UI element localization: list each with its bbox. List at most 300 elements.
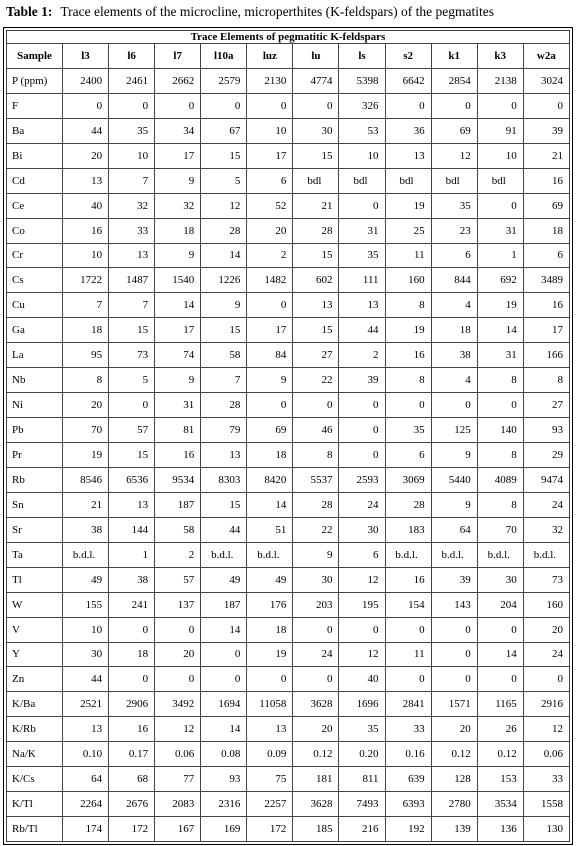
column-header: l10a <box>201 44 247 69</box>
table-row <box>7 542 570 567</box>
table-cell: 24 <box>523 492 569 517</box>
table-cell: 93 <box>523 418 569 443</box>
table-cell: b.d.l. <box>523 542 569 567</box>
table-cell: 31 <box>477 343 523 368</box>
table-cell: 73 <box>523 567 569 592</box>
table-cell: 16 <box>385 567 431 592</box>
table-cell: 13 <box>247 717 293 742</box>
table-cell: 2854 <box>431 68 477 93</box>
table-cell: 13 <box>339 293 385 318</box>
table-caption <box>6 2 576 24</box>
table-cell: 7 <box>109 293 155 318</box>
row-label: Cu <box>7 293 63 318</box>
table-row <box>7 318 570 343</box>
table-cell: 0 <box>293 667 339 692</box>
table-cell: 167 <box>155 817 201 842</box>
table-cell: 0 <box>109 393 155 418</box>
table-cell: 49 <box>247 567 293 592</box>
table-cell: 1165 <box>477 692 523 717</box>
table-cell: 844 <box>431 268 477 293</box>
column-header: ls <box>339 44 385 69</box>
table-cell: 21 <box>293 193 339 218</box>
table-cell: 4 <box>431 293 477 318</box>
table-cell: 70 <box>63 418 109 443</box>
table-cell: 0.08 <box>201 742 247 767</box>
table-cell: 0 <box>155 667 201 692</box>
table-cell: 32 <box>523 517 569 542</box>
table-cell: 30 <box>477 567 523 592</box>
row-label: K/Tl <box>7 792 63 817</box>
table-cell: 20 <box>431 717 477 742</box>
table-cell: 1722 <box>63 268 109 293</box>
table-cell: 30 <box>293 118 339 143</box>
table-cell: 1487 <box>109 268 155 293</box>
table-cell: 68 <box>109 767 155 792</box>
table-cell: 12 <box>155 717 201 742</box>
row-label: Bi <box>7 143 63 168</box>
table-cell: 5440 <box>431 467 477 492</box>
table-cell: 5398 <box>339 68 385 93</box>
table-cell: 79 <box>201 418 247 443</box>
table-cell: 169 <box>201 817 247 842</box>
table-cell: 18 <box>431 318 477 343</box>
row-label: V <box>7 617 63 642</box>
table-cell: 84 <box>247 343 293 368</box>
row-label: Ba <box>7 118 63 143</box>
table-cell: 0 <box>431 393 477 418</box>
table-row <box>7 717 570 742</box>
table-cell: 10 <box>247 118 293 143</box>
column-header: luz <box>247 44 293 69</box>
table-row <box>7 368 570 393</box>
table-cell: 73 <box>109 343 155 368</box>
table-cell: 18 <box>109 642 155 667</box>
table-cell: 811 <box>339 767 385 792</box>
table-cell: 13 <box>109 243 155 268</box>
table-cell: 20 <box>247 218 293 243</box>
table-cell: 31 <box>155 393 201 418</box>
table-cell: 0 <box>339 193 385 218</box>
table-cell: 14 <box>155 293 201 318</box>
table-cell: 9474 <box>523 467 569 492</box>
table-cell: 21 <box>523 143 569 168</box>
caption-text: Trace elements of the microcline, microperthites (K-feldspars) of the pegmatites <box>60 4 494 19</box>
table-cell: 0 <box>109 93 155 118</box>
table-cell: 13 <box>293 293 339 318</box>
table-cell: 3024 <box>523 68 569 93</box>
table-cell: 35 <box>385 418 431 443</box>
table-row <box>7 517 570 542</box>
table-cell: 2593 <box>339 467 385 492</box>
table-row <box>7 467 570 492</box>
row-label: Ni <box>7 393 63 418</box>
table-cell: 0 <box>477 393 523 418</box>
table-cell: 19 <box>63 443 109 468</box>
table-cell: 20 <box>155 642 201 667</box>
table-cell: 192 <box>385 817 431 842</box>
table-cell: 0.09 <box>247 742 293 767</box>
table-cell: 15 <box>293 143 339 168</box>
table-cell: 0 <box>431 642 477 667</box>
table-cell: 38 <box>431 343 477 368</box>
table-cell: 19 <box>385 318 431 343</box>
row-label: Cd <box>7 168 63 193</box>
table-cell: 51 <box>247 517 293 542</box>
table-cell: 0 <box>385 93 431 118</box>
table-cell: 14 <box>477 642 523 667</box>
row-label: Y <box>7 642 63 667</box>
table-cell: 9 <box>155 168 201 193</box>
table-cell: 2916 <box>523 692 569 717</box>
table-cell: 2 <box>247 243 293 268</box>
table-row <box>7 767 570 792</box>
table-cell: 15 <box>293 243 339 268</box>
table-cell: 8 <box>477 368 523 393</box>
table-cell: 44 <box>63 667 109 692</box>
table-row <box>7 492 570 517</box>
table-cell: 30 <box>339 517 385 542</box>
table-cell: 7493 <box>339 792 385 817</box>
column-header: k1 <box>431 44 477 69</box>
row-label: K/Cs <box>7 767 63 792</box>
table-cell: 3489 <box>523 268 569 293</box>
column-header: s2 <box>385 44 431 69</box>
table-cell: 143 <box>431 592 477 617</box>
table-cell: 0 <box>63 93 109 118</box>
table-cell: 22 <box>293 517 339 542</box>
table-cell: 2662 <box>155 68 201 93</box>
table-cell: 0 <box>339 418 385 443</box>
table-cell: 0 <box>247 293 293 318</box>
table-cell: 1571 <box>431 692 477 717</box>
table-cell: bdl <box>431 168 477 193</box>
table-cell: 44 <box>339 318 385 343</box>
caption-label: Table 1: <box>6 4 53 19</box>
table-cell: 38 <box>109 567 155 592</box>
table-cell: 6 <box>523 243 569 268</box>
column-header: w2a <box>523 44 569 69</box>
table-cell: 33 <box>523 767 569 792</box>
table-cell: 3628 <box>293 792 339 817</box>
table-cell: 172 <box>247 817 293 842</box>
table-cell: 0 <box>477 667 523 692</box>
table-cell: 692 <box>477 268 523 293</box>
table-cell: 2676 <box>109 792 155 817</box>
table-cell: 14 <box>201 243 247 268</box>
table-cell: 32 <box>155 193 201 218</box>
table-cell: 174 <box>63 817 109 842</box>
table-cell: 70 <box>477 517 523 542</box>
row-label: Cr <box>7 243 63 268</box>
table-cell: 57 <box>155 567 201 592</box>
table-cell: 0 <box>109 617 155 642</box>
table-cell: bdl <box>385 168 431 193</box>
table-cell: 52 <box>247 193 293 218</box>
table-cell: 1226 <box>201 268 247 293</box>
table-cell: 75 <box>247 767 293 792</box>
table-cell: 2780 <box>431 792 477 817</box>
table-cell: 13 <box>63 717 109 742</box>
table-cell: bdl <box>477 168 523 193</box>
table-cell: 28 <box>293 492 339 517</box>
table-row <box>7 293 570 318</box>
table-cell: 0.17 <box>109 742 155 767</box>
table-cell: 0 <box>201 667 247 692</box>
table-cell: 39 <box>523 118 569 143</box>
table-cell: 24 <box>293 642 339 667</box>
table-row <box>7 617 570 642</box>
table-cell: 10 <box>477 143 523 168</box>
table-cell: 20 <box>63 393 109 418</box>
table-cell: 16 <box>155 443 201 468</box>
table-cell: 27 <box>293 343 339 368</box>
table-cell: 28 <box>201 393 247 418</box>
table-cell: 6642 <box>385 68 431 93</box>
table-cell: 203 <box>293 592 339 617</box>
table-cell: 8303 <box>201 467 247 492</box>
table-row <box>7 218 570 243</box>
table-cell: b.d.l. <box>385 542 431 567</box>
table-cell: 1558 <box>523 792 569 817</box>
table-row <box>7 143 570 168</box>
table-cell: 160 <box>385 268 431 293</box>
table-cell: 13 <box>109 492 155 517</box>
table-cell: 17 <box>523 318 569 343</box>
table-cell: 216 <box>339 817 385 842</box>
column-header: l7 <box>155 44 201 69</box>
table-cell: 15 <box>201 492 247 517</box>
row-label: K/Rb <box>7 717 63 742</box>
table-cell: 241 <box>109 592 155 617</box>
table-cell: 35 <box>109 118 155 143</box>
table-cell: 6 <box>247 168 293 193</box>
table-row <box>7 667 570 692</box>
column-header: Sample <box>7 44 63 69</box>
table-cell: 32 <box>109 193 155 218</box>
table-cell: 144 <box>109 517 155 542</box>
table-cell: 15 <box>109 443 155 468</box>
table-cell: 0.12 <box>477 742 523 767</box>
table-cell: 0 <box>201 642 247 667</box>
trace-elements-table <box>6 30 570 842</box>
table-cell: 0 <box>431 93 477 118</box>
table-cell: 16 <box>523 293 569 318</box>
table-cell: 20 <box>63 143 109 168</box>
table-row <box>7 817 570 842</box>
table-row <box>7 418 570 443</box>
table-cell: 0 <box>247 93 293 118</box>
table-row <box>7 93 570 118</box>
row-label: Co <box>7 218 63 243</box>
table-cell: 8 <box>385 368 431 393</box>
table-cell: 30 <box>293 567 339 592</box>
table-cell: 46 <box>293 418 339 443</box>
table-cell: 4 <box>431 368 477 393</box>
table-row <box>7 692 570 717</box>
table-cell: 0 <box>293 393 339 418</box>
table-cell: 14 <box>247 492 293 517</box>
row-label: Nb <box>7 368 63 393</box>
table-cell: 15 <box>109 318 155 343</box>
row-label: Na/K <box>7 742 63 767</box>
table-cell: 39 <box>431 567 477 592</box>
table-cell: 2130 <box>247 68 293 93</box>
table-cell: 3492 <box>155 692 201 717</box>
table-body <box>7 44 570 842</box>
table-cell: 11 <box>385 243 431 268</box>
table-cell: 35 <box>339 717 385 742</box>
table-cell: 9 <box>293 542 339 567</box>
table-cell: 7 <box>63 293 109 318</box>
table-cell: bdl <box>339 168 385 193</box>
table-cell: 8 <box>477 443 523 468</box>
table-cell: 9 <box>155 368 201 393</box>
table-cell: 58 <box>155 517 201 542</box>
table-cell: 128 <box>431 767 477 792</box>
table-cell: 1 <box>477 243 523 268</box>
table-row <box>7 592 570 617</box>
table-cell: 26 <box>477 717 523 742</box>
table-cell: 12 <box>339 642 385 667</box>
row-label: Pr <box>7 443 63 468</box>
table-cell: 18 <box>247 443 293 468</box>
table-cell: 8 <box>523 368 569 393</box>
row-label: La <box>7 343 63 368</box>
table-cell: 14 <box>201 617 247 642</box>
table-cell: 44 <box>201 517 247 542</box>
table-cell: 16 <box>63 218 109 243</box>
table-cell: 136 <box>477 817 523 842</box>
table-cell: 0.10 <box>63 742 109 767</box>
table-cell: 8 <box>63 368 109 393</box>
table-cell: 7 <box>109 168 155 193</box>
table-cell: 3534 <box>477 792 523 817</box>
table-cell: 19 <box>385 193 431 218</box>
table-cell: 8 <box>385 293 431 318</box>
table-cell: 0 <box>385 667 431 692</box>
table-cell: 639 <box>385 767 431 792</box>
table-cell: 13 <box>385 143 431 168</box>
table-row <box>7 193 570 218</box>
table-cell: 36 <box>385 118 431 143</box>
table-cell: 0 <box>431 667 477 692</box>
table-cell: 204 <box>477 592 523 617</box>
table-cell: 20 <box>523 617 569 642</box>
row-label: Pb <box>7 418 63 443</box>
table-cell: 24 <box>523 642 569 667</box>
table-cell: 49 <box>63 567 109 592</box>
table-cell: 64 <box>431 517 477 542</box>
table-cell: 187 <box>201 592 247 617</box>
table-cell: 17 <box>247 318 293 343</box>
table-cell: 2521 <box>63 692 109 717</box>
table-cell: 181 <box>293 767 339 792</box>
table-row <box>7 68 570 93</box>
table-cell: 140 <box>477 418 523 443</box>
table-cell: 69 <box>523 193 569 218</box>
table-cell: 3628 <box>293 692 339 717</box>
table-cell: 29 <box>523 443 569 468</box>
table-row <box>7 168 570 193</box>
table-cell: 20 <box>293 717 339 742</box>
table-cell: 1482 <box>247 268 293 293</box>
table-cell: 0 <box>477 93 523 118</box>
table-cell: 0 <box>339 443 385 468</box>
table-cell: 17 <box>155 318 201 343</box>
table-row <box>7 792 570 817</box>
row-label: F <box>7 93 63 118</box>
table-cell: 11058 <box>247 692 293 717</box>
table-cell: 130 <box>523 817 569 842</box>
table-cell: 33 <box>109 218 155 243</box>
table-cell: b.d.l. <box>431 542 477 567</box>
table-row <box>7 642 570 667</box>
table-cell: 33 <box>385 717 431 742</box>
column-header: l3 <box>63 44 109 69</box>
table-cell: 8420 <box>247 467 293 492</box>
table-cell: 12 <box>523 717 569 742</box>
table-cell: 2083 <box>155 792 201 817</box>
row-label: Sr <box>7 517 63 542</box>
table-cell: 8 <box>293 443 339 468</box>
table-cell: 2579 <box>201 68 247 93</box>
table-cell: 137 <box>155 592 201 617</box>
table-cell: 187 <box>155 492 201 517</box>
table-cell: 12 <box>431 143 477 168</box>
table-cell: 2264 <box>63 792 109 817</box>
table-cell: 10 <box>109 143 155 168</box>
table-cell: 40 <box>339 667 385 692</box>
row-label: P (ppm) <box>7 68 63 93</box>
table-cell: 14 <box>201 717 247 742</box>
table-cell: 0 <box>339 393 385 418</box>
column-header: k3 <box>477 44 523 69</box>
row-label: K/Ba <box>7 692 63 717</box>
table-cell: bdl <box>293 168 339 193</box>
table-cell: 0 <box>523 93 569 118</box>
table-row <box>7 443 570 468</box>
table-cell: 154 <box>385 592 431 617</box>
table-cell: 0 <box>293 93 339 118</box>
table-cell: 0 <box>201 93 247 118</box>
table-cell: 2841 <box>385 692 431 717</box>
table-cell: 8 <box>477 492 523 517</box>
row-label: W <box>7 592 63 617</box>
table-cell: 16 <box>523 168 569 193</box>
table-cell: 9 <box>431 492 477 517</box>
table-cell: 0.12 <box>293 742 339 767</box>
table-cell: 0 <box>385 617 431 642</box>
table-cell: 35 <box>339 243 385 268</box>
table-cell: 160 <box>523 592 569 617</box>
table-row <box>7 742 570 767</box>
table-cell: 155 <box>63 592 109 617</box>
table-cell: 0.20 <box>339 742 385 767</box>
table-cell: 183 <box>385 517 431 542</box>
table-cell: 0 <box>155 93 201 118</box>
table-row <box>7 243 570 268</box>
table-cell: 125 <box>431 418 477 443</box>
table-cell: 172 <box>109 817 155 842</box>
table-cell: 0 <box>431 617 477 642</box>
table-cell: 4774 <box>293 68 339 93</box>
table-cell: 4089 <box>477 467 523 492</box>
table-cell: 16 <box>109 717 155 742</box>
table-cell: 153 <box>477 767 523 792</box>
table-cell: 176 <box>247 592 293 617</box>
row-label: Zn <box>7 667 63 692</box>
column-header: l6 <box>109 44 155 69</box>
